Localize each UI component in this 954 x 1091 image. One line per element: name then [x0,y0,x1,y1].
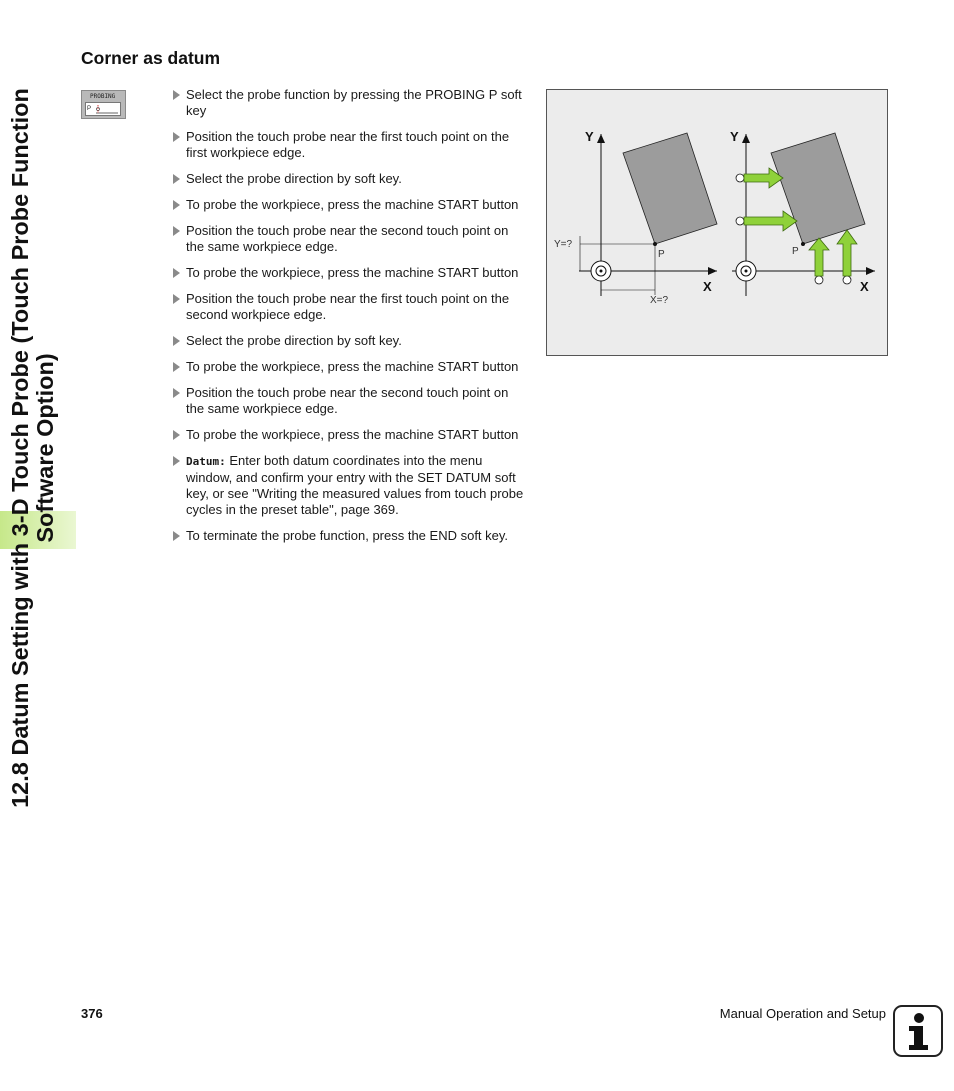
chapter-side-title [0,0,80,1091]
bullet-triangle-icon [173,456,180,466]
corner-datum-figure [546,89,888,356]
instruction-step [172,265,528,281]
step-text: Select the probe direction by soft key. [186,171,402,186]
instruction-step [172,223,528,255]
left-y-axis-label: Y [585,129,594,144]
right-y-axis-label: Y [730,129,739,144]
step-text: Enter both datum coordinates into the menu window, and confirm your entry with the SET DATUM soft key, or see "Writing the measured values from touch probe cycles in the preset table", page 369. [186,453,524,517]
step-text: Position the touch probe near the first touch point on the first workpiece edge. [186,129,510,160]
step-text: To probe the workpiece, press the machine START button [186,197,519,212]
bullet-triangle-icon [173,268,180,278]
step-code-label: Datum: [186,455,226,468]
bullet-triangle-icon [173,294,180,304]
right-corner-point [801,242,805,246]
step-text: Position the touch probe near the first touch point on the second workpiece edge. [186,291,510,322]
right-x-axis-label: X [860,279,869,294]
instruction-step [172,171,528,187]
instruction-step [172,291,528,323]
figure-diagram [547,90,889,357]
bullet-triangle-icon [173,90,180,100]
chapter-title [8,48,58,848]
bullet-triangle-icon [173,388,180,398]
instruction-step [172,129,528,161]
instruction-step [172,359,528,375]
left-y-value-label: Y=? [554,239,573,250]
probing-softkey-icon [81,90,126,119]
right-origin-icon [736,261,756,281]
instruction-step [172,528,528,544]
left-point-label: P [658,249,665,260]
step-text: To probe the workpiece, press the machine START button [186,359,519,374]
left-workpiece [623,133,717,244]
softkey-sub-label: P [87,106,92,112]
step-text: Position the touch probe near the second touch point on the same workpiece edge. [186,223,509,254]
step-text: Position the touch probe near the second touch point on the same workpiece edge. [186,385,509,416]
left-diagram [554,129,717,306]
softkey-probe-graphic-icon [86,103,120,115]
instruction-step [172,333,528,349]
left-x-axis-label: X [703,279,712,294]
bullet-triangle-icon [173,174,180,184]
left-x-value-label: X=? [650,295,669,306]
section-heading: Corner as datum [81,48,221,68]
probe-arrow-right-2-icon [736,211,797,231]
step-text: Select the probe direction by soft key. [186,333,402,348]
right-point-label: P [792,246,799,257]
info-icon [893,1005,943,1057]
bullet-triangle-icon [173,132,180,142]
instruction-step [172,453,528,518]
step-text: Select the probe function by pressing the PROBING P soft key [186,87,522,118]
info-i-glyph-icon [895,1007,941,1055]
left-origin-icon [591,261,611,281]
instruction-step [172,427,528,443]
chapter-title-line2: Software Option) [32,353,58,543]
probe-arrow-up-1-icon [809,238,829,284]
footer-chapter-title: Manual Operation and Setup [719,1006,886,1021]
softkey-graphic [85,102,121,116]
bullet-triangle-icon [173,362,180,372]
step-text: To probe the workpiece, press the machine START button [186,265,519,280]
right-diagram [730,129,875,296]
left-corner-point [653,242,657,246]
chapter-title-line1: 12.8 Datum Setting with 3-D Touch Probe (Touch Probe Function [7,88,33,808]
step-text: To terminate the probe function, press the END soft key. [186,528,509,543]
bullet-triangle-icon [173,200,180,210]
page-number: 376 [81,1006,103,1021]
bullet-triangle-icon [173,531,180,541]
bullet-triangle-icon [173,430,180,440]
instruction-step [172,197,528,213]
instruction-step [172,385,528,417]
probe-arrow-up-2-icon [837,230,857,284]
instruction-list [172,87,528,554]
softkey-label: PROBING [90,93,116,100]
bullet-triangle-icon [173,226,180,236]
step-text: To probe the workpiece, press the machine START button [186,427,519,442]
bullet-triangle-icon [173,336,180,346]
instruction-step [172,87,528,119]
probe-arrow-right-1-icon [736,168,783,188]
